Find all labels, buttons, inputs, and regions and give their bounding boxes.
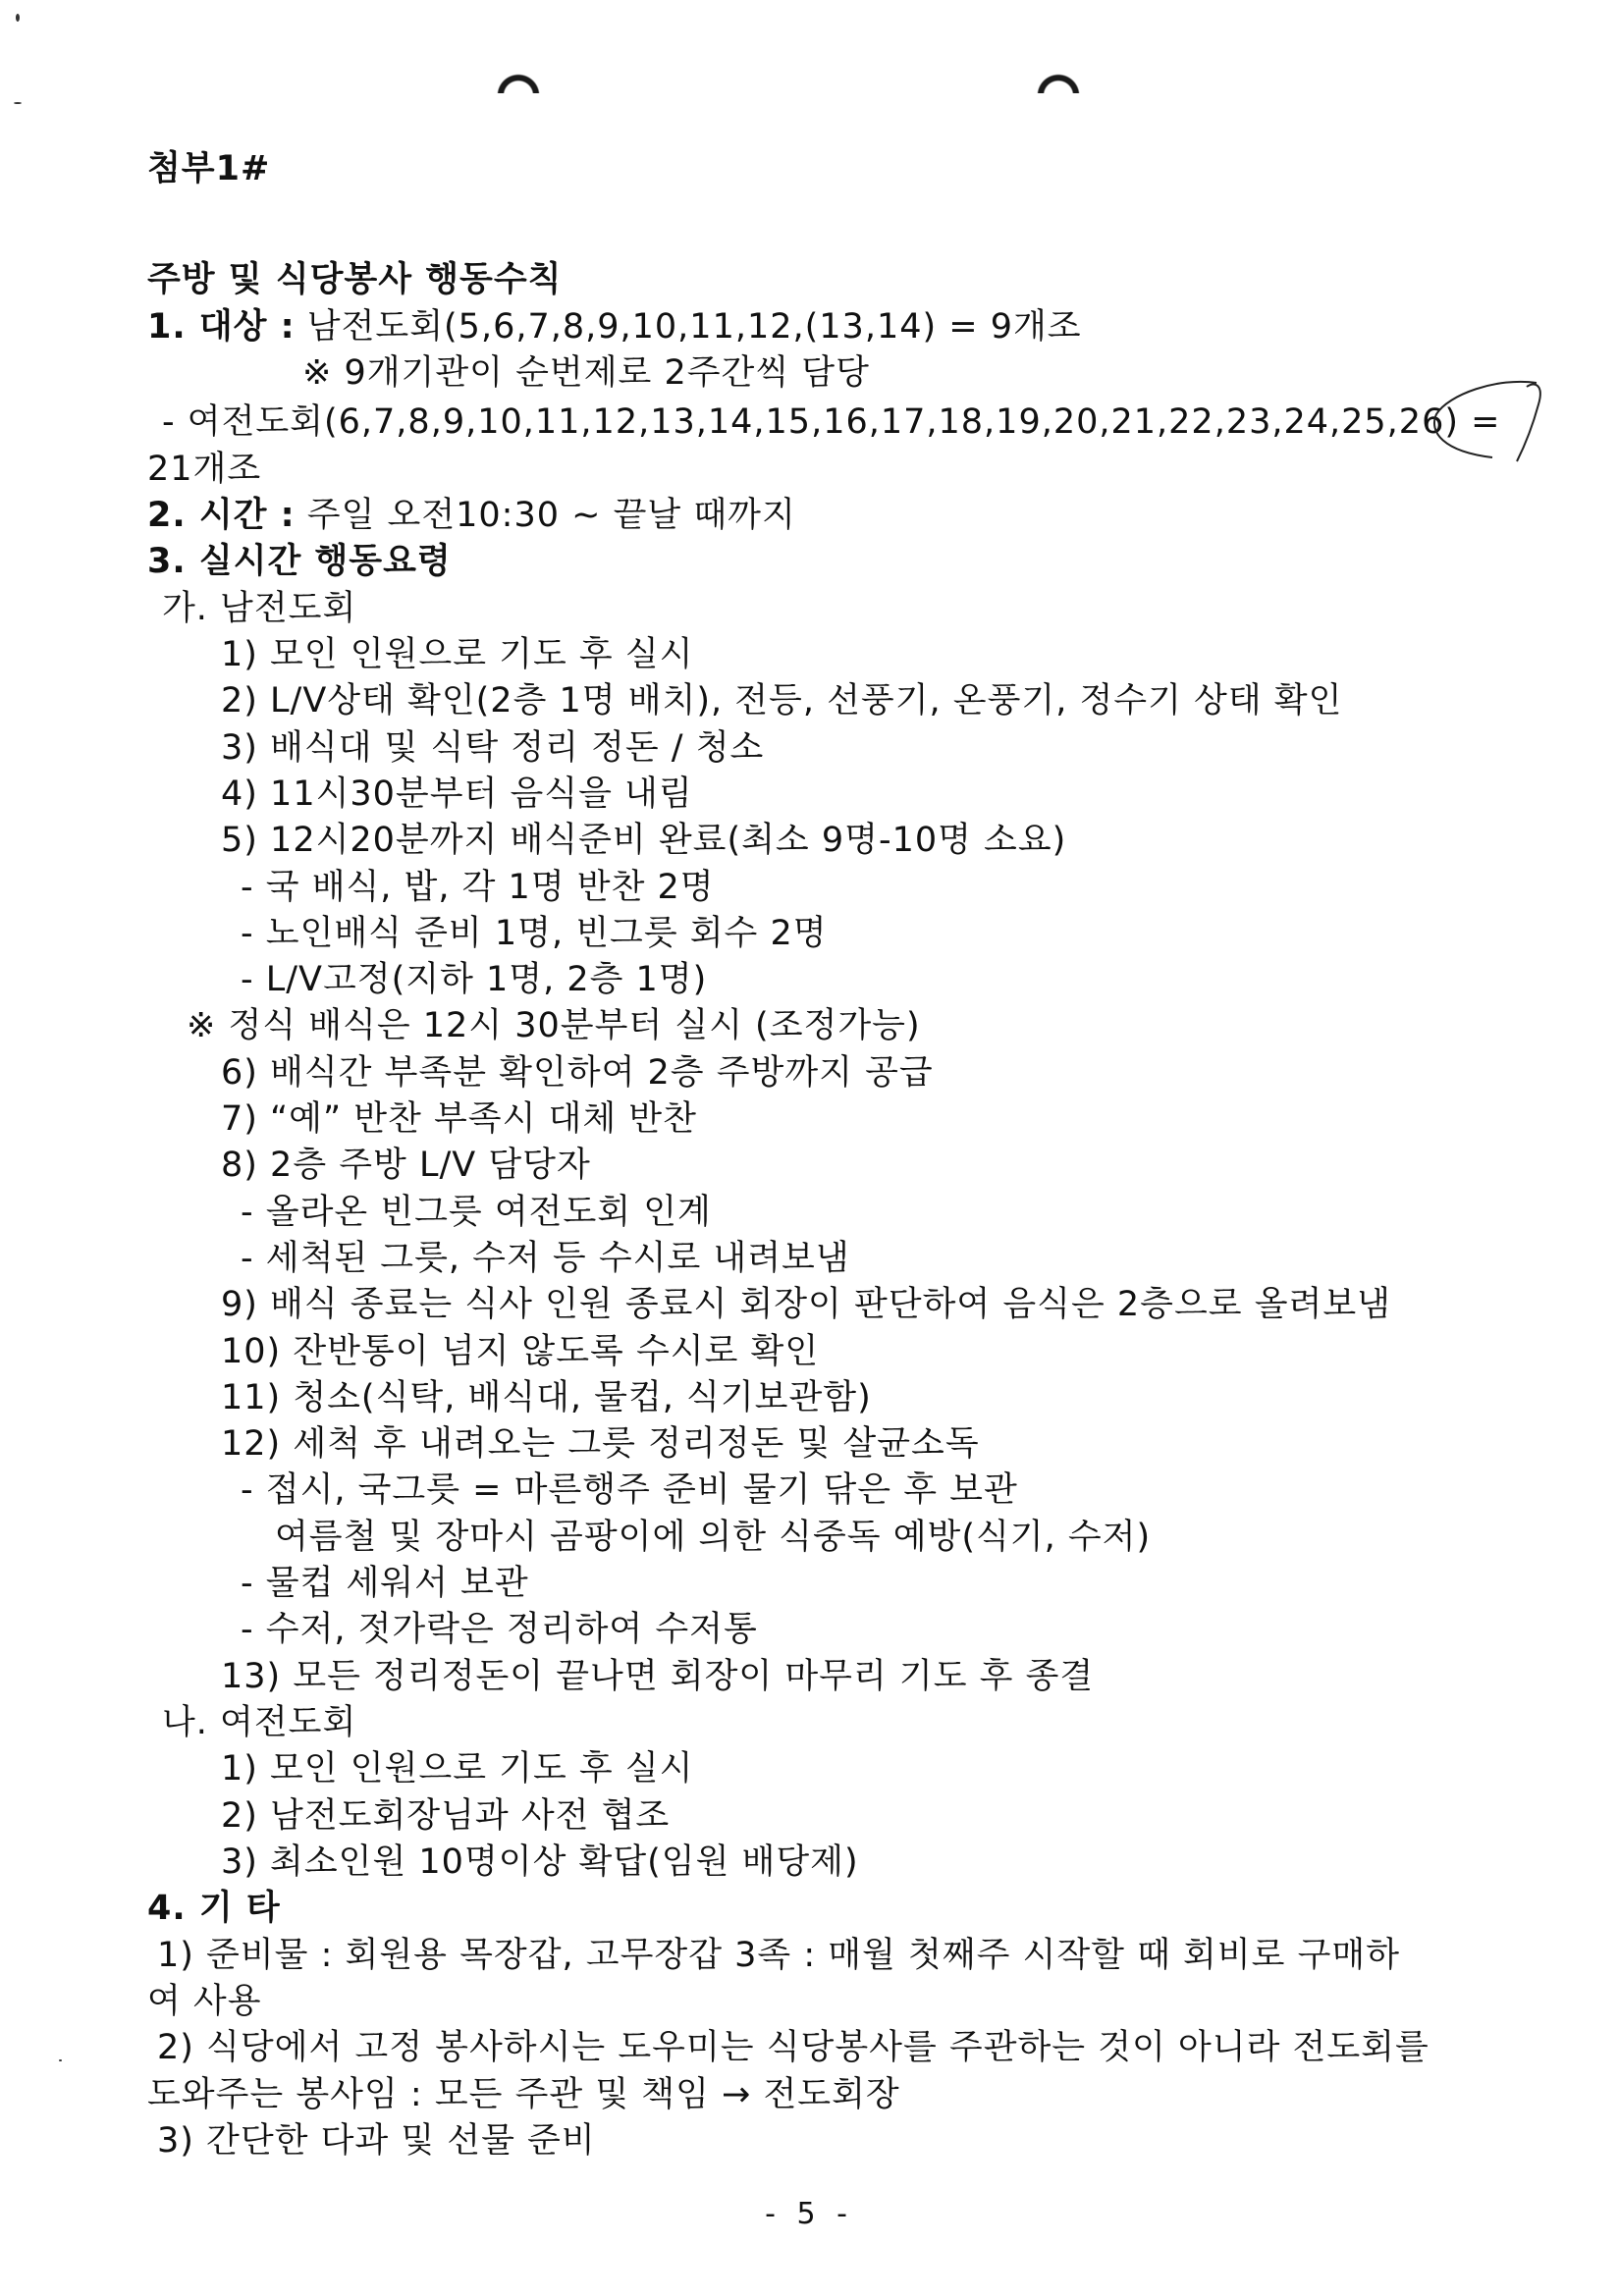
list-item: 12) 세척 후 내려오는 그릇 정리정돈 및 살균소독 bbox=[221, 1424, 980, 1464]
punch-hole-left bbox=[496, 71, 541, 116]
list-subitem: - 접시, 국그릇 = 마른행주 준비 물기 닦은 후 보관 bbox=[241, 1470, 1018, 1510]
scan-speck bbox=[14, 102, 22, 104]
subsection-na-heading: 나. 여전도회 bbox=[162, 1703, 357, 1742]
list-item: 4) 11시30분부터 음식을 내림 bbox=[221, 774, 693, 814]
list-subitem: - 국 배식, 밥, 각 1명 반찬 2명 bbox=[241, 868, 715, 907]
list-item: 11) 청소(식탁, 배식대, 물컵, 식기보관함) bbox=[221, 1378, 872, 1417]
list-item: 2) 남전도회장님과 사전 협조 bbox=[221, 1796, 671, 1836]
section-3-heading: 3. 실시간 행동요령 bbox=[147, 542, 452, 581]
list-item: 2) L/V상태 확인(2층 1명 배치), 전등, 선풍기, 온풍기, 정수기 상태 확인 bbox=[221, 681, 1343, 721]
list-item: 10) 잔반통이 넘지 않도록 수시로 확인 bbox=[221, 1332, 820, 1371]
list-subitem: - 물컵 세워서 보관 bbox=[241, 1564, 529, 1603]
list-item-cont: 여 사용 bbox=[147, 1982, 262, 2021]
section-1-women: - 여전도회(6,7,8,9,10,11,12,13,14,15,16,17,18,19,20,21,22,23,24,25,26) = bbox=[162, 402, 1501, 442]
list-note: ※ 정식 배식은 12시 30분부터 실시 (조정가능) bbox=[187, 1006, 921, 1045]
list-item: 2) 식당에서 고정 봉사하시는 도우미는 식당봉사를 주관하는 것이 아니라 전도회를 bbox=[157, 2028, 1429, 2067]
list-item: 3) 배식대 및 식탁 정리 정돈 / 청소 bbox=[221, 728, 765, 768]
section-1-women-cont: 21개조 bbox=[147, 450, 262, 489]
list-item: 1) 모인 인원으로 기도 후 실시 bbox=[221, 1749, 694, 1789]
list-subitem-cont: 여름철 및 장마시 곰팡이에 의한 식중독 예방(식기, 수저) bbox=[275, 1518, 1152, 1557]
list-item: 7) “예” 반찬 부족시 대체 반찬 bbox=[221, 1099, 697, 1139]
scan-speck bbox=[16, 14, 20, 22]
subsection-ga-heading: 가. 남전도회 bbox=[162, 589, 357, 628]
list-subitem: - 노인배식 준비 1명, 빈그릇 회수 2명 bbox=[241, 914, 828, 953]
punch-hole-right bbox=[1036, 71, 1081, 116]
document-title: 주방 및 식당봉사 행동수칙 bbox=[147, 260, 563, 299]
list-item: 3) 간단한 다과 및 선물 준비 bbox=[157, 2121, 596, 2161]
page-number: - 5 - bbox=[765, 2197, 853, 2231]
section-4-heading: 4. 기 타 bbox=[147, 1889, 281, 1928]
section-1-target bbox=[147, 305, 1082, 348]
list-item: 13) 모든 정리정돈이 끝나면 회장이 마무리 기도 후 종결 bbox=[221, 1657, 1095, 1696]
list-subitem: - 올라온 빈그릇 여전도회 인계 bbox=[241, 1193, 712, 1232]
section-1-text: 남전도회(5,6,7,8,9,10,11,12,(13,14) = 9개조 bbox=[306, 307, 1082, 347]
list-item-cont: 도와주는 봉사임 : 모든 주관 및 책임 → 전도회장 bbox=[147, 2075, 900, 2114]
list-item: 3) 최소인원 10명이상 확답(임원 배당제) bbox=[221, 1842, 859, 1882]
list-subitem: - L/V고정(지하 1명, 2층 1명) bbox=[241, 960, 708, 999]
section-2-time bbox=[147, 494, 796, 537]
section-1-heading: 1. 대상 : bbox=[147, 307, 296, 347]
attachment-label: 첨부1# bbox=[147, 149, 271, 188]
list-item: 5) 12시20분까지 배식준비 완료(최소 9명-10명 소요) bbox=[221, 821, 1067, 860]
list-item: 9) 배식 종료는 식사 인원 종료시 회장이 판단하여 음식은 2층으로 올려보냄 bbox=[221, 1285, 1391, 1324]
list-subitem: - 수저, 젓가락은 정리하여 수저통 bbox=[241, 1610, 758, 1649]
handwritten-circle-mark bbox=[1429, 375, 1551, 473]
list-item: 1) 준비물 : 회원용 목장갑, 고무장갑 3족 : 매월 첫째주 시작할 때 회비로 구매하 bbox=[157, 1936, 1401, 1975]
section-2-text: 주일 오전10:30 ~ 끝날 때까지 bbox=[306, 496, 796, 535]
section-1-note: ※ 9개기관이 순번제로 2주간씩 담당 bbox=[302, 353, 870, 393]
list-item: 1) 모인 인원으로 기도 후 실시 bbox=[221, 635, 694, 674]
scan-speck bbox=[59, 2059, 62, 2061]
list-item: 8) 2층 주방 L/V 담당자 bbox=[221, 1146, 591, 1185]
section-2-heading: 2. 시간 : bbox=[147, 496, 296, 535]
list-subitem: - 세척된 그릇, 수저 등 수시로 내려보냄 bbox=[241, 1239, 850, 1278]
list-item: 6) 배식간 부족분 확인하여 2층 주방까지 공급 bbox=[221, 1053, 934, 1093]
